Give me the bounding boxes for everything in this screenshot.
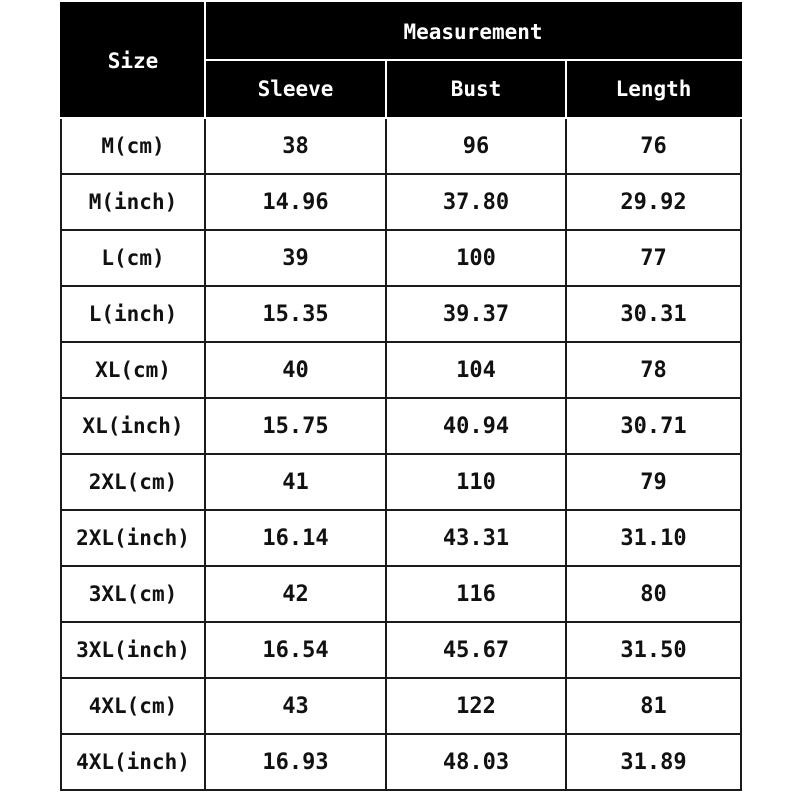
sleeve-cell: 14.96 bbox=[205, 174, 386, 230]
sleeve-cell: 43 bbox=[205, 678, 386, 734]
bust-cell: 39.37 bbox=[386, 286, 566, 342]
bust-column-header: Bust bbox=[386, 60, 566, 118]
bust-cell: 116 bbox=[386, 566, 566, 622]
bust-cell: 100 bbox=[386, 230, 566, 286]
table-row bbox=[61, 678, 741, 734]
length-cell: 31.89 bbox=[566, 734, 741, 790]
length-cell: 79 bbox=[566, 454, 741, 510]
size-cell: XL(inch) bbox=[61, 398, 205, 454]
sleeve-cell: 39 bbox=[205, 230, 386, 286]
size-cell: M(cm) bbox=[61, 118, 205, 174]
sleeve-cell: 16.54 bbox=[205, 622, 386, 678]
bust-cell: 96 bbox=[386, 118, 566, 174]
sleeve-cell: 16.14 bbox=[205, 510, 386, 566]
table-row bbox=[61, 734, 741, 790]
table-row bbox=[61, 398, 741, 454]
table-row bbox=[61, 286, 741, 342]
length-cell: 29.92 bbox=[566, 174, 741, 230]
bust-cell: 104 bbox=[386, 342, 566, 398]
table-row bbox=[61, 342, 741, 398]
length-cell: 78 bbox=[566, 342, 741, 398]
sleeve-cell: 42 bbox=[205, 566, 386, 622]
sleeve-cell: 15.75 bbox=[205, 398, 386, 454]
table-row bbox=[61, 454, 741, 510]
table-row bbox=[61, 118, 741, 174]
length-cell: 30.31 bbox=[566, 286, 741, 342]
size-cell: L(inch) bbox=[61, 286, 205, 342]
sleeve-cell: 41 bbox=[205, 454, 386, 510]
size-chart-table bbox=[60, 2, 742, 791]
size-cell: XL(cm) bbox=[61, 342, 205, 398]
size-cell: 4XL(inch) bbox=[61, 734, 205, 790]
header-row-top bbox=[61, 3, 741, 60]
bust-cell: 45.67 bbox=[386, 622, 566, 678]
bust-cell: 122 bbox=[386, 678, 566, 734]
length-cell: 76 bbox=[566, 118, 741, 174]
length-cell: 31.50 bbox=[566, 622, 741, 678]
length-column-header: Length bbox=[566, 60, 741, 118]
sleeve-cell: 16.93 bbox=[205, 734, 386, 790]
table-body bbox=[61, 118, 741, 790]
table-header bbox=[61, 3, 741, 118]
table-row bbox=[61, 174, 741, 230]
sleeve-cell: 15.35 bbox=[205, 286, 386, 342]
length-cell: 81 bbox=[566, 678, 741, 734]
length-cell: 77 bbox=[566, 230, 741, 286]
size-cell: 2XL(cm) bbox=[61, 454, 205, 510]
sleeve-cell: 40 bbox=[205, 342, 386, 398]
size-cell: 3XL(cm) bbox=[61, 566, 205, 622]
size-cell: 3XL(inch) bbox=[61, 622, 205, 678]
bust-cell: 37.80 bbox=[386, 174, 566, 230]
bust-cell: 48.03 bbox=[386, 734, 566, 790]
table-row bbox=[61, 230, 741, 286]
sleeve-column-header: Sleeve bbox=[205, 60, 386, 118]
bust-cell: 43.31 bbox=[386, 510, 566, 566]
size-cell: L(cm) bbox=[61, 230, 205, 286]
bust-cell: 110 bbox=[386, 454, 566, 510]
sleeve-cell: 38 bbox=[205, 118, 386, 174]
size-cell: M(inch) bbox=[61, 174, 205, 230]
size-cell: 4XL(cm) bbox=[61, 678, 205, 734]
size-cell: 2XL(inch) bbox=[61, 510, 205, 566]
bust-cell: 40.94 bbox=[386, 398, 566, 454]
table-row bbox=[61, 510, 741, 566]
length-cell: 80 bbox=[566, 566, 741, 622]
length-cell: 31.10 bbox=[566, 510, 741, 566]
size-column-header: Size bbox=[61, 3, 205, 118]
table-row bbox=[61, 622, 741, 678]
measurement-group-header: Measurement bbox=[205, 3, 741, 60]
length-cell: 30.71 bbox=[566, 398, 741, 454]
table-row bbox=[61, 566, 741, 622]
